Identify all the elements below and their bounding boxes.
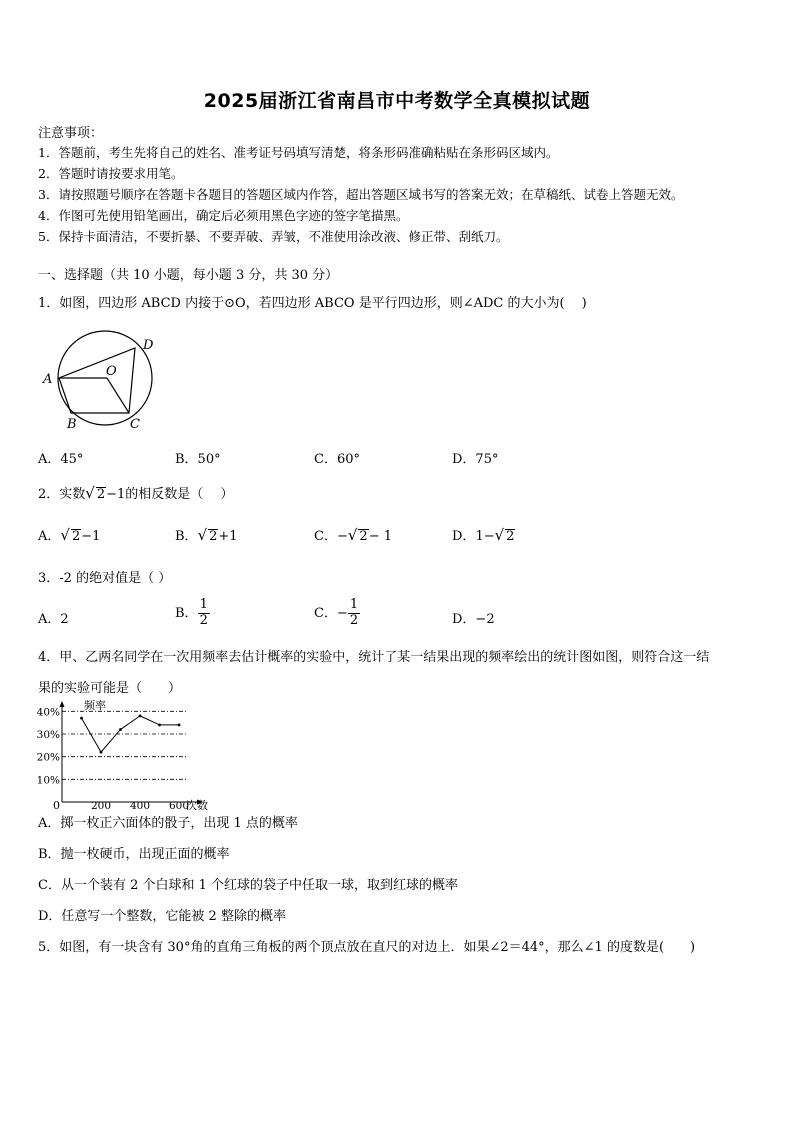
note-item: 4．作图可先使用铅笔画出，确定后必须用黑色字迹的签字笔描黑。: [38, 208, 409, 223]
label-c: C: [130, 417, 140, 432]
x-tick-label: 400: [129, 800, 151, 810]
q4-option-b[interactable]: B．抛一枚硬币，出现正面的概率: [38, 847, 230, 862]
q1-option-b[interactable]: B．50°: [175, 452, 221, 467]
q2-option-c[interactable]: C．−√ 2− 1: [314, 526, 392, 544]
label-o: O: [106, 364, 117, 379]
x-tick-label: 200: [90, 800, 112, 810]
q4-option-c[interactable]: C．从一个装有 2 个白球和 1 个红球的袋子中任取一球，取到红球的概率: [38, 878, 459, 893]
q5-stem: 5．如图，有一块含有 30°角的直角三角板的两个顶点放在直尺的对边上．如果∠2＝44°，那么∠1 的度数是( ): [38, 940, 696, 955]
q2-option-b[interactable]: B．√ 2+1: [175, 526, 238, 544]
q3-stem: 3．-2 的绝对值是（ ）: [38, 571, 172, 586]
data-point: [139, 714, 142, 717]
y-tick-label: 30%: [36, 729, 60, 741]
q4-option-a[interactable]: A．掷一枚正六面体的骰子，出现 1 点的概率: [38, 816, 298, 831]
note-item: 1．答题前，考生先将自己的姓名、准考证号码填写清楚，将条形码准确粘贴在条形码区域内。: [38, 145, 559, 160]
y-tick-label: 20%: [36, 751, 60, 764]
label-d: D: [143, 338, 154, 353]
segment-oc: [107, 378, 129, 413]
q1-option-d[interactable]: D．75°: [452, 452, 499, 467]
origin-label: 0: [53, 799, 60, 810]
frequency-line-chart: [36, 698, 216, 810]
note-item: 5．保持卡面清洁，不要折暴、不要弄破、弄皱，不准使用涂改液、修正带、刮纸刀。: [38, 229, 509, 244]
q1-option-c[interactable]: C．60°: [314, 452, 360, 467]
q1-stem: 1．如图，四边形 ABCD 内接于⊙O，若四边形 ABCO 是平行四边形，则∠ADC 的大小为( ): [38, 296, 587, 311]
data-point: [80, 717, 83, 720]
q1-circle-figure: [38, 330, 168, 432]
y-axis-arrow: [60, 701, 65, 707]
q2-option-d[interactable]: D．1−√ 2: [452, 526, 515, 544]
quadrilateral-abcd: [59, 348, 135, 413]
section-heading: 一、选择题（共 10 小题，每小题 3 分，共 30 分）: [38, 268, 339, 283]
data-point: [100, 751, 103, 754]
q4-stem-line2: 果的实验可能是（ ）: [38, 681, 182, 696]
grid-lines: [62, 711, 186, 779]
q1-option-a[interactable]: A．45°: [38, 452, 84, 467]
y-tick-label: 40%: [36, 706, 60, 719]
note-item: 3．请按照题号顺序在答题卡各题目的答题区域内作答，超出答题区域书写的答案无效；在草稿纸、试卷上答题无效。: [38, 187, 684, 202]
note-item: 2．答题时请按要求用笔。: [38, 166, 184, 181]
q4-option-d[interactable]: D．任意写一个整数，它能被 2 整除的概率: [38, 909, 286, 924]
y-axis-label: 频率: [84, 699, 106, 712]
q3-option-c[interactable]: C．− $\frac{1}{2}$: [314, 597, 359, 628]
notes-heading: 注意事项：: [38, 126, 104, 141]
x-axis-label: 次数: [186, 799, 208, 810]
q4-stem-line1: 4．甲、乙两名同学在一次用频率去估计概率的实验中，统计了某一结果出现的频率绘出的统计图如图，则符合这一结: [38, 650, 710, 665]
data-point: [178, 724, 181, 727]
q3-option-d[interactable]: D．−2: [452, 612, 495, 627]
q2-option-a[interactable]: A．√ 2−1: [38, 526, 101, 544]
q2-stem: 2．实数√ 2−1的相反数是（ ）: [38, 484, 234, 502]
data-point: [119, 728, 122, 731]
q3-option-a[interactable]: A．2: [38, 612, 69, 627]
page-title: 2025届浙江省南昌市中考数学全真模拟试题: [203, 90, 591, 112]
y-tick-label: 10%: [36, 774, 60, 787]
tick-labels: [37, 706, 189, 810]
data-point: [158, 724, 161, 727]
label-b: B: [67, 417, 77, 432]
x-tick-label: 600: [168, 800, 190, 810]
label-a: A: [43, 372, 53, 387]
q3-option-b[interactable]: B． $\frac{1}{2}$: [175, 597, 208, 628]
